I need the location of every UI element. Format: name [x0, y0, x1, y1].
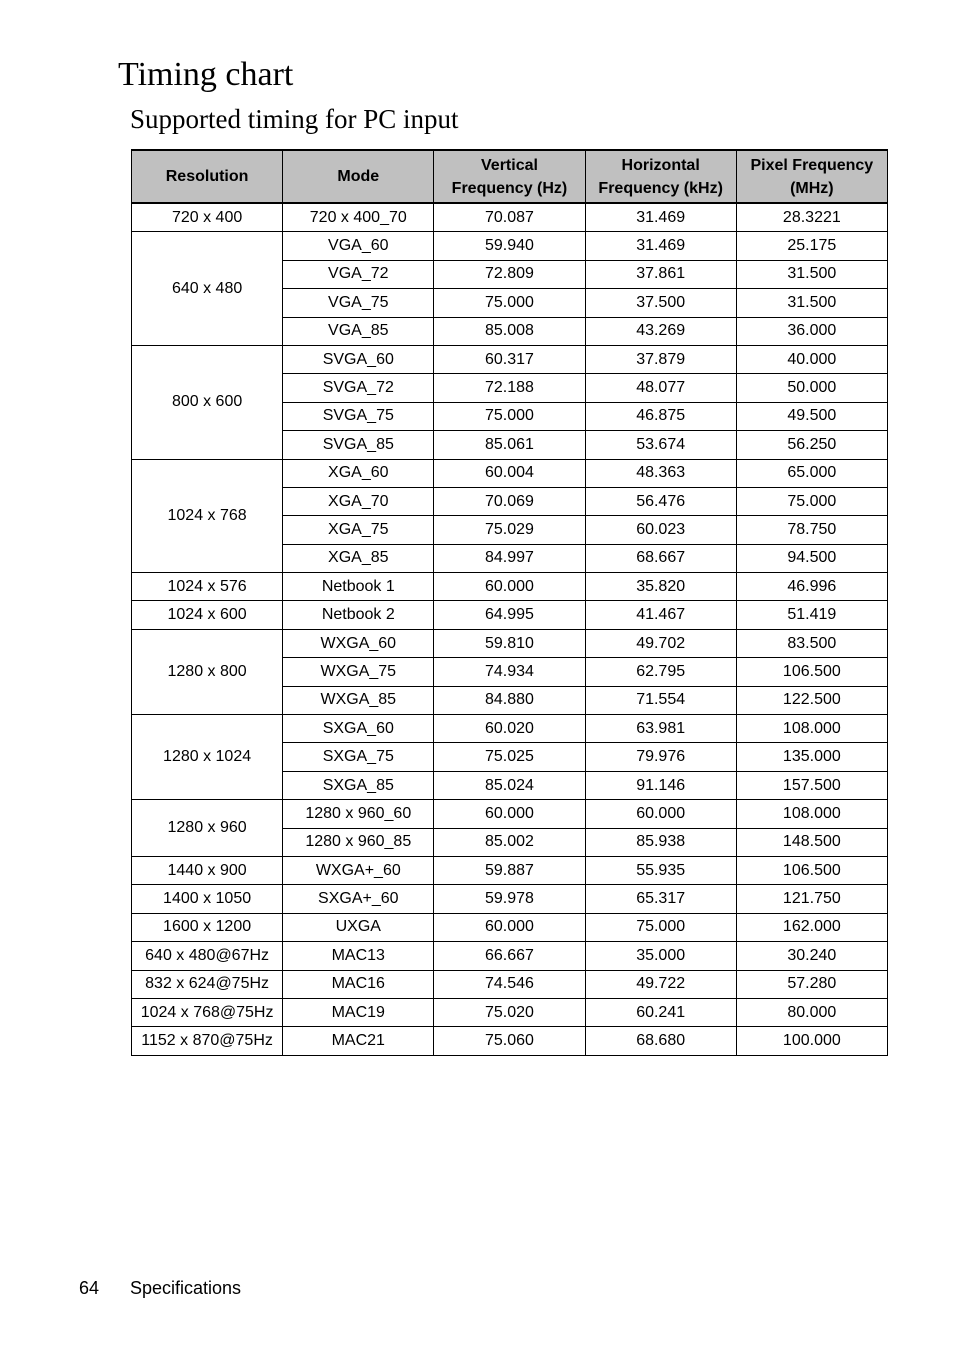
vertical-frequency-cell: 74.934	[434, 658, 585, 686]
table-header-row	[132, 150, 888, 203]
vertical-frequency-cell: 75.060	[434, 1027, 585, 1055]
horizontal-frequency-cell: 48.363	[585, 459, 736, 487]
horizontal-frequency-cell: 37.861	[585, 260, 736, 288]
table-row	[132, 800, 888, 828]
table-row	[132, 601, 888, 629]
page-title: Timing chart	[118, 56, 294, 93]
mode-cell: WXGA_60	[283, 629, 434, 657]
vertical-frequency-cell: 84.880	[434, 686, 585, 714]
pixel-frequency-cell: 121.750	[736, 885, 887, 913]
mode-cell: SXGA_60	[283, 715, 434, 743]
horizontal-frequency-cell: 85.938	[585, 828, 736, 856]
horizontal-frequency-cell: 49.722	[585, 970, 736, 998]
vertical-frequency-cell: 60.000	[434, 800, 585, 828]
horizontal-frequency-cell: 31.469	[585, 232, 736, 260]
resolution-cell: 1024 x 600	[132, 601, 283, 629]
resolution-cell: 640 x 480	[132, 232, 283, 346]
table-row	[132, 629, 888, 657]
table-body	[132, 203, 888, 1055]
vertical-frequency-cell: 60.004	[434, 459, 585, 487]
mode-cell: UXGA	[283, 913, 434, 941]
column-header-resolution	[132, 150, 283, 203]
vertical-frequency-cell: 75.000	[434, 402, 585, 430]
resolution-cell: 1280 x 960	[132, 800, 283, 857]
column-header-line: Pixel Frequency	[750, 156, 874, 174]
horizontal-frequency-cell: 63.981	[585, 715, 736, 743]
pixel-frequency-cell: 50.000	[736, 374, 887, 402]
horizontal-frequency-cell: 31.469	[585, 203, 736, 232]
pixel-frequency-cell: 106.500	[736, 658, 887, 686]
pixel-frequency-cell: 106.500	[736, 856, 887, 884]
mode-cell: 1280 x 960_60	[283, 800, 434, 828]
pixel-frequency-cell: 75.000	[736, 487, 887, 515]
mode-cell: SXGA+_60	[283, 885, 434, 913]
vertical-frequency-cell: 60.020	[434, 715, 585, 743]
resolution-cell: 1280 x 1024	[132, 715, 283, 800]
pixel-frequency-cell: 162.000	[736, 913, 887, 941]
vertical-frequency-cell: 64.995	[434, 601, 585, 629]
table-row	[132, 942, 888, 970]
horizontal-frequency-cell: 79.976	[585, 743, 736, 771]
column-header-horizontal-frequency	[585, 150, 736, 203]
column-header-line: Mode	[337, 168, 380, 185]
vertical-frequency-cell: 59.940	[434, 232, 585, 260]
mode-cell: MAC13	[283, 942, 434, 970]
horizontal-frequency-cell: 48.077	[585, 374, 736, 402]
vertical-frequency-cell: 72.188	[434, 374, 585, 402]
vertical-frequency-cell: 84.997	[434, 544, 585, 572]
table-row	[132, 970, 888, 998]
mode-cell: Netbook 2	[283, 601, 434, 629]
column-header-line: Resolution	[165, 168, 249, 185]
vertical-frequency-cell: 60.000	[434, 913, 585, 941]
resolution-cell: 800 x 600	[132, 345, 283, 459]
vertical-frequency-cell: 59.810	[434, 629, 585, 657]
page-number: 64	[79, 1278, 100, 1298]
page-footer	[79, 1278, 241, 1299]
mode-cell: MAC16	[283, 970, 434, 998]
vertical-frequency-cell: 70.069	[434, 487, 585, 515]
pixel-frequency-cell: 157.500	[736, 771, 887, 799]
table-row	[132, 345, 888, 373]
table-row	[132, 913, 888, 941]
horizontal-frequency-cell: 60.000	[585, 800, 736, 828]
horizontal-frequency-cell: 75.000	[585, 913, 736, 941]
vertical-frequency-cell: 85.008	[434, 317, 585, 345]
pixel-frequency-cell: 46.996	[736, 573, 887, 601]
pixel-frequency-cell: 78.750	[736, 516, 887, 544]
table-row	[132, 459, 888, 487]
column-header-line: Horizontal	[621, 156, 700, 174]
vertical-frequency-cell: 75.000	[434, 289, 585, 317]
pixel-frequency-cell: 25.175	[736, 232, 887, 260]
table-row	[132, 856, 888, 884]
pixel-frequency-cell: 36.000	[736, 317, 887, 345]
mode-cell: SXGA_85	[283, 771, 434, 799]
mode-cell: VGA_85	[283, 317, 434, 345]
pixel-frequency-cell: 40.000	[736, 345, 887, 373]
pixel-frequency-cell: 65.000	[736, 459, 887, 487]
horizontal-frequency-cell: 46.875	[585, 402, 736, 430]
pixel-frequency-cell: 31.500	[736, 289, 887, 317]
column-header-line: Frequency (kHz)	[598, 179, 723, 197]
table-row	[132, 1027, 888, 1055]
horizontal-frequency-cell: 62.795	[585, 658, 736, 686]
mode-cell: SXGA_75	[283, 743, 434, 771]
mode-cell: WXGA_75	[283, 658, 434, 686]
mode-cell: XGA_70	[283, 487, 434, 515]
horizontal-frequency-cell: 71.554	[585, 686, 736, 714]
column-header-line: Frequency (Hz)	[451, 179, 568, 197]
resolution-cell: 1024 x 768	[132, 459, 283, 573]
column-header-line: (MHz)	[790, 179, 834, 197]
vertical-frequency-cell: 72.809	[434, 260, 585, 288]
resolution-cell: 1024 x 768@75Hz	[132, 998, 283, 1026]
pixel-frequency-cell: 56.250	[736, 431, 887, 459]
pixel-frequency-cell: 100.000	[736, 1027, 887, 1055]
mode-cell: XGA_85	[283, 544, 434, 572]
horizontal-frequency-cell: 41.467	[585, 601, 736, 629]
vertical-frequency-cell: 75.020	[434, 998, 585, 1026]
table-row	[132, 715, 888, 743]
vertical-frequency-cell: 75.025	[434, 743, 585, 771]
pixel-frequency-cell: 57.280	[736, 970, 887, 998]
mode-cell: VGA_60	[283, 232, 434, 260]
vertical-frequency-cell: 59.887	[434, 856, 585, 884]
pixel-frequency-cell: 83.500	[736, 629, 887, 657]
pixel-frequency-cell: 51.419	[736, 601, 887, 629]
resolution-cell: 1024 x 576	[132, 573, 283, 601]
horizontal-frequency-cell: 35.000	[585, 942, 736, 970]
horizontal-frequency-cell: 53.674	[585, 431, 736, 459]
horizontal-frequency-cell: 56.476	[585, 487, 736, 515]
resolution-cell: 1440 x 900	[132, 856, 283, 884]
resolution-cell: 832 x 624@75Hz	[132, 970, 283, 998]
horizontal-frequency-cell: 37.500	[585, 289, 736, 317]
table-row	[132, 232, 888, 260]
column-header-line: Vertical	[481, 156, 538, 174]
resolution-cell: 1280 x 800	[132, 629, 283, 714]
pixel-frequency-cell: 31.500	[736, 260, 887, 288]
mode-cell: WXGA+_60	[283, 856, 434, 884]
vertical-frequency-cell: 60.317	[434, 345, 585, 373]
pixel-frequency-cell: 108.000	[736, 715, 887, 743]
resolution-cell: 1400 x 1050	[132, 885, 283, 913]
pixel-frequency-cell: 30.240	[736, 942, 887, 970]
mode-cell: SVGA_60	[283, 345, 434, 373]
pixel-frequency-cell: 80.000	[736, 998, 887, 1026]
mode-cell: XGA_60	[283, 459, 434, 487]
horizontal-frequency-cell: 43.269	[585, 317, 736, 345]
mode-cell: SVGA_85	[283, 431, 434, 459]
pixel-frequency-cell: 94.500	[736, 544, 887, 572]
horizontal-frequency-cell: 65.317	[585, 885, 736, 913]
pixel-frequency-cell: 122.500	[736, 686, 887, 714]
resolution-cell: 1600 x 1200	[132, 913, 283, 941]
vertical-frequency-cell: 85.002	[434, 828, 585, 856]
pixel-frequency-cell: 108.000	[736, 800, 887, 828]
footer-section: Specifications	[130, 1278, 242, 1298]
column-header-pixel-frequency	[736, 150, 887, 203]
mode-cell: 1280 x 960_85	[283, 828, 434, 856]
pixel-frequency-cell: 148.500	[736, 828, 887, 856]
table-row	[132, 998, 888, 1026]
horizontal-frequency-cell: 60.241	[585, 998, 736, 1026]
resolution-cell: 640 x 480@67Hz	[132, 942, 283, 970]
vertical-frequency-cell: 59.978	[434, 885, 585, 913]
timing-table	[131, 149, 888, 1056]
column-header-mode	[283, 150, 434, 203]
table-row	[132, 885, 888, 913]
mode-cell: MAC21	[283, 1027, 434, 1055]
horizontal-frequency-cell: 49.702	[585, 629, 736, 657]
mode-cell: MAC19	[283, 998, 434, 1026]
pixel-frequency-cell: 135.000	[736, 743, 887, 771]
mode-cell: SVGA_75	[283, 402, 434, 430]
resolution-cell: 720 x 400	[132, 203, 283, 232]
horizontal-frequency-cell: 68.667	[585, 544, 736, 572]
mode-cell: 720 x 400_70	[283, 203, 434, 232]
vertical-frequency-cell: 75.029	[434, 516, 585, 544]
vertical-frequency-cell: 60.000	[434, 573, 585, 601]
vertical-frequency-cell: 74.546	[434, 970, 585, 998]
horizontal-frequency-cell: 91.146	[585, 771, 736, 799]
mode-cell: VGA_75	[283, 289, 434, 317]
table-row	[132, 573, 888, 601]
pixel-frequency-cell: 49.500	[736, 402, 887, 430]
horizontal-frequency-cell: 55.935	[585, 856, 736, 884]
vertical-frequency-cell: 85.061	[434, 431, 585, 459]
mode-cell: WXGA_85	[283, 686, 434, 714]
mode-cell: SVGA_72	[283, 374, 434, 402]
pixel-frequency-cell: 28.3221	[736, 203, 887, 232]
horizontal-frequency-cell: 35.820	[585, 573, 736, 601]
vertical-frequency-cell: 85.024	[434, 771, 585, 799]
mode-cell: VGA_72	[283, 260, 434, 288]
horizontal-frequency-cell: 37.879	[585, 345, 736, 373]
column-header-vertical-frequency	[434, 150, 585, 203]
vertical-frequency-cell: 66.667	[434, 942, 585, 970]
section-subtitle: Supported timing for PC input	[130, 104, 459, 134]
mode-cell: XGA_75	[283, 516, 434, 544]
resolution-cell: 1152 x 870@75Hz	[132, 1027, 283, 1055]
horizontal-frequency-cell: 60.023	[585, 516, 736, 544]
horizontal-frequency-cell: 68.680	[585, 1027, 736, 1055]
vertical-frequency-cell: 70.087	[434, 203, 585, 232]
mode-cell: Netbook 1	[283, 573, 434, 601]
table-row	[132, 203, 888, 232]
